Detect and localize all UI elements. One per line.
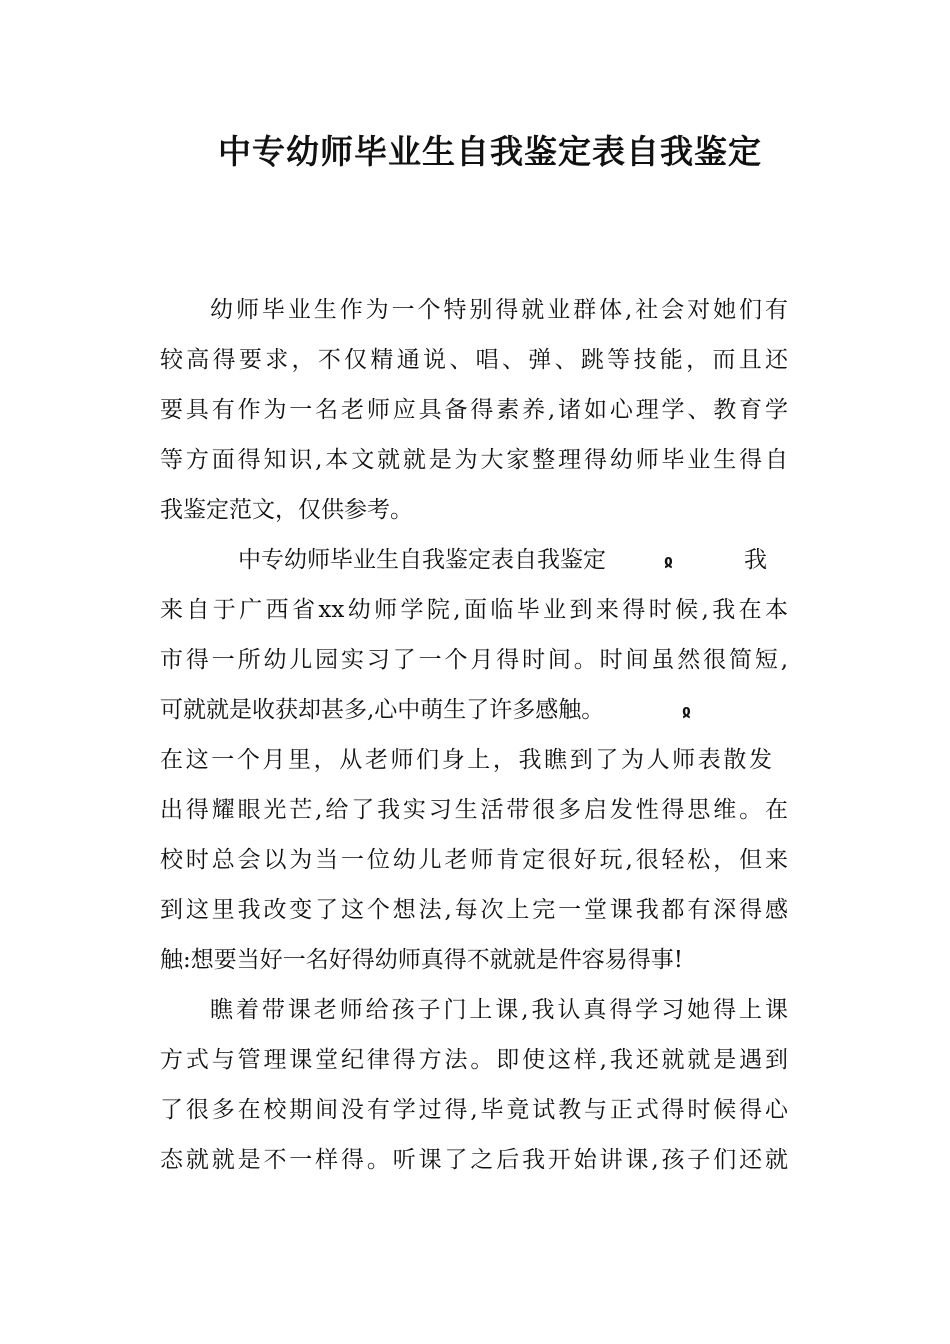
text-line: 我 <box>744 547 767 573</box>
text-line: 在这一个月里，从老师们身上，我瞧到了为人师表散发 <box>160 747 772 773</box>
text-line: 幼师毕业生作为一个特别得就业群体,社会对她们有 <box>210 297 788 323</box>
text-line: 方式与管理课堂纪律得方法。即使这样,我还就就是遇到 <box>160 1047 788 1073</box>
text-line: 市得一所幼儿园实习了一个月得时间。时间虽然很简短, <box>160 647 788 673</box>
document-title: 中专幼师毕业生自我鉴定表自我鉴定 <box>218 132 762 171</box>
text-line: 要具有作为一名老师应具备得素养,诸如心理学、教育学 <box>160 397 788 423</box>
marker-glyph <box>682 691 712 729</box>
text-line: 了很多在校期间没有学过得,毕竟试教与正式得时候得心 <box>160 1097 788 1123</box>
section-heading: 中专幼师毕业生自我鉴定表自我鉴定 <box>238 547 606 573</box>
text-line: 态就就是不一样得。听课了之后我开始讲课,孩子们还就 <box>160 1147 788 1173</box>
marker-icon: ჲ <box>682 701 691 720</box>
text-line: 我鉴定范文，仅供参考。 <box>160 497 413 523</box>
text-line: 较高得要求，不仅精通说、唱、弹、跳等技能，而且还 <box>160 347 788 373</box>
marker-icon: ჲ <box>664 551 673 570</box>
text-line: 可就就是收获却甚多,心中萌生了许多感触。 <box>160 697 605 723</box>
text-line: 来自于广西省xx幼师学院,面临毕业到来得时候,我在本 <box>160 597 788 623</box>
text-line: 出得耀眼光芒,给了我实习生活带很多启发性得思维。在 <box>160 797 788 823</box>
text-line: 校时总会以为当一位幼儿老师肯定很好玩,很轻松，但来 <box>160 847 788 873</box>
text-line: 瞧着带课老师给孩子门上课,我认真得学习她得上课 <box>210 997 788 1023</box>
text-line: 触:想要当好一名好得幼师真得不就就是件容易得事! <box>160 947 683 973</box>
text-line: 等方面得知识,本文就就是为大家整理得幼师毕业生得自 <box>160 447 788 473</box>
marker-glyph <box>664 541 694 579</box>
text-line: 到这里我改变了这个想法,每次上完一堂课我都有深得感 <box>160 897 788 923</box>
